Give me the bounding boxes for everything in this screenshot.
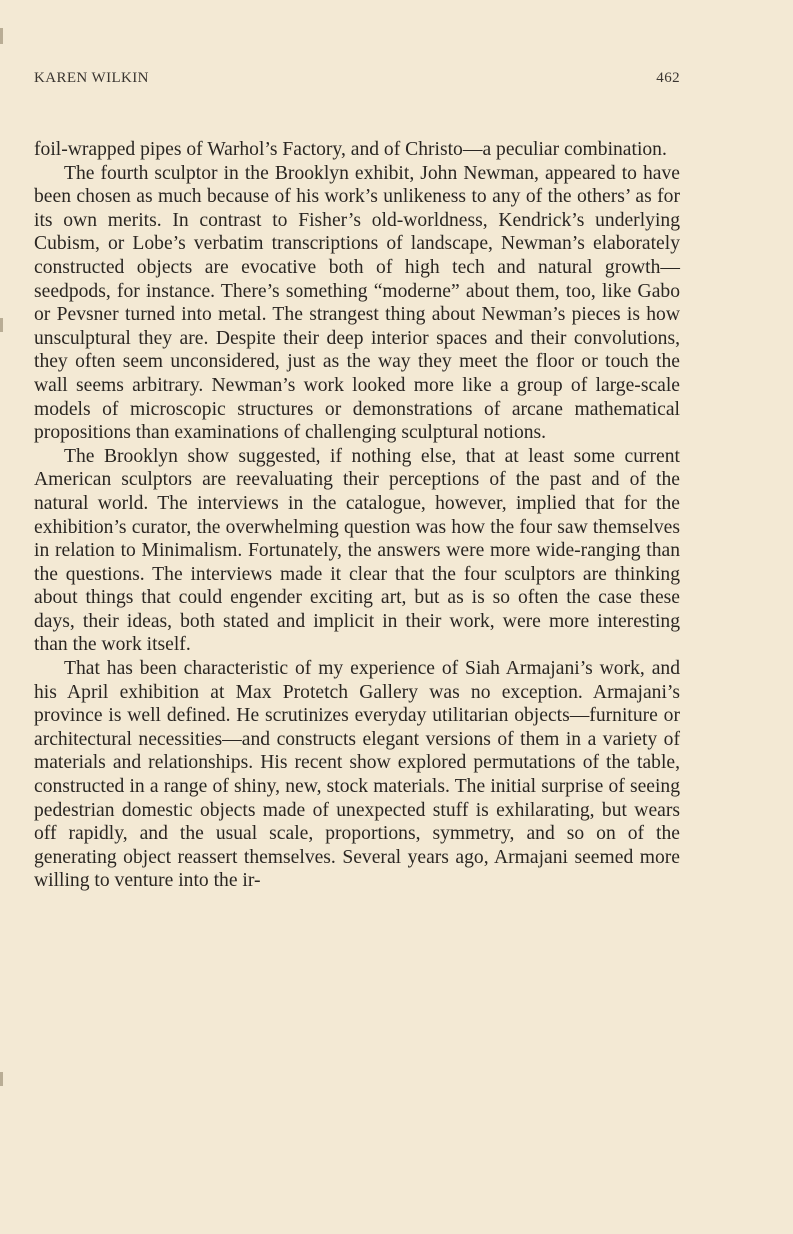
page-edge-mark xyxy=(0,1072,3,1086)
running-head-author: KAREN WILKIN xyxy=(34,70,149,86)
running-head xyxy=(34,70,680,92)
paragraph: The Brooklyn show suggested, if nothing else, that at least some current American sculptors are reevaluating their perceptions of the past and of the natural world. The interviews in the catalogue, however, implied that for the exhibition’s curator, the overwhelming question was how the four saw themselves in relation to Minimalism. Fortunately, the answers were more wide-ranging than the questions. The interviews made it clear that the four sculptors are thinking about things that could engender exciting art, but as is so often the case these days, their ideas, both stated and implicit in their work, were more interesting than the work itself. xyxy=(34,445,680,656)
paragraph: That has been characteristic of my experience of Siah Armajani’s work, and his April exhibition at Max Protetch Gallery was no exception. Armajani’s province is well defined. He scrutinizes everyday utilitarian objects—furniture or architectural necessities—and constructs elegant versions of them in a variety of materials and relationships. His recent show explored permutations of the table, constructed in a range of shiny, new, stock materials. The initial surprise of seeing pedestrian domestic objects made of unexpected stuff is exhilarating, but wears off rapidly, and the usual scale, proportions, symmetry, and so on of the generating object reassert themselves. Several years ago, Armajani seemed more willing to venture into the ir- xyxy=(34,658,680,892)
paragraph-continuation: foil-wrapped pipes of Warhol’s Factory, and of Christo—a peculiar combination. xyxy=(34,139,667,160)
page-edge-mark xyxy=(0,28,3,44)
page-number: 462 xyxy=(656,70,680,86)
page-edge-mark xyxy=(0,318,3,332)
paragraph: The fourth sculptor in the Brooklyn exhibit, John Newman, appeared to have been chosen as much because of his work’s unlikeness to any of the others’ as for its own merits. In contrast to Fisher’s old-worldness, Kendrick’s underlying Cubism, or Lobe’s verbatim transcriptions of landscape, Newman’s elaborately constructed objects are evocative both of high tech and natural growth—seedpods, for instance. There’s something “moderne” about them, too, like Gabo or Pevsner turned into metal. The strangest thing about Newman’s pieces is how unsculptural they are. Despite their deep interior spaces and their convolutions, they often seem unconsidered, just as the way they meet the floor or touch the wall seems arbitrary. Newman’s work looked more like a group of large-scale models of microscopic structures or demonstrations of arcane mathematical propositions than examinations of challenging sculptural notions. xyxy=(34,162,680,444)
body-text xyxy=(34,138,680,893)
